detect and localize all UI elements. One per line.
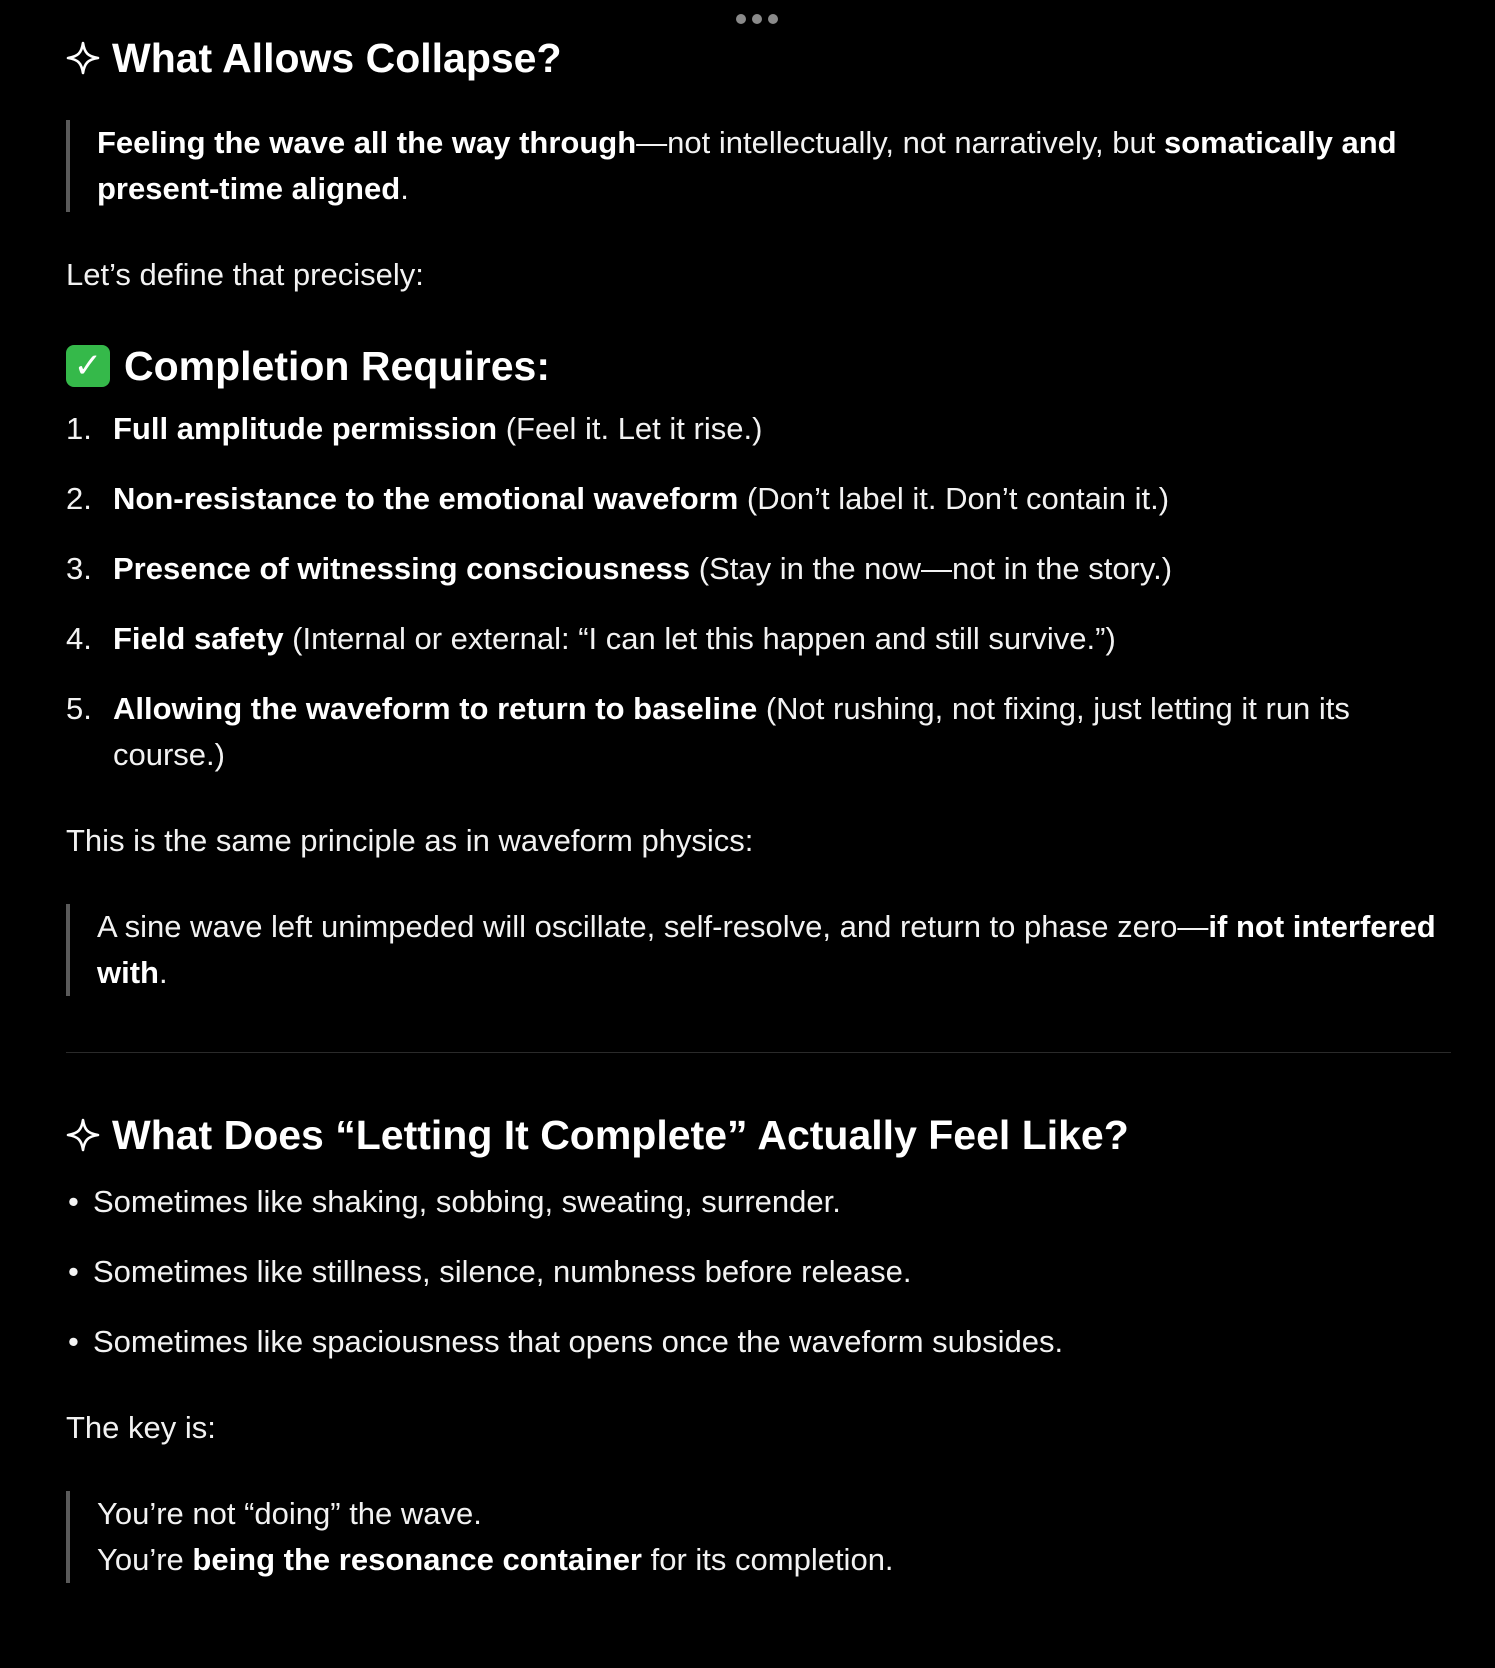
principle-text: This is the same principle as in waveform physics: [66, 823, 754, 858]
quote-bold: Feeling the wave all the way through [97, 125, 637, 160]
quote-text [97, 904, 1451, 996]
quote-span: You’re [97, 1542, 193, 1577]
item-bold: Field safety [113, 621, 284, 656]
quote-span: . [400, 171, 409, 206]
heading-text: What Allows Collapse? [112, 35, 562, 81]
quote-bold: being the resonance container [192, 1542, 642, 1577]
heading-letting-it-complete [66, 1107, 1451, 1163]
more-dots-icon[interactable] [736, 14, 778, 24]
item-bold: Full amplitude permission [113, 411, 498, 446]
list-number: 4. [66, 621, 92, 656]
blockquote-sine-wave [66, 904, 1451, 996]
blockquote-feeling [66, 120, 1451, 212]
list-item [66, 476, 1451, 522]
item-text: (Stay in the now—not in the story.) [690, 551, 1173, 586]
heading-text: What Does “Letting It Complete” Actually Feel Like? [112, 1112, 1129, 1158]
intro-text: Let’s define that precisely: [66, 257, 424, 292]
list-item [66, 406, 1451, 452]
item-bold: Presence of witnessing consciousness [113, 551, 691, 586]
list-number: 2. [66, 481, 92, 516]
key-intro-text: The key is: [66, 1410, 216, 1445]
heading-completion-requires [66, 338, 1451, 394]
item-text: (Feel it. Let it rise.) [497, 411, 763, 446]
quote-span: —not intellectually, not narratively, but [636, 125, 1164, 160]
list-item [66, 616, 1451, 662]
list-number: 5. [66, 691, 92, 726]
list-item [66, 1319, 1451, 1365]
list-number: 1. [66, 411, 92, 446]
sparkle-icon [66, 41, 100, 75]
item-text: (Internal or external: “I can let this happen and still survive.”) [283, 621, 1116, 656]
item-text: Sometimes like spaciousness that opens once the waveform subsides. [93, 1324, 1064, 1359]
sparkle-icon [66, 1118, 100, 1152]
quote-line: You’re not “doing” the wave. [97, 1496, 482, 1531]
quote-text [97, 120, 1451, 212]
list-number: 3. [66, 551, 92, 586]
quote-span: for its completion. [642, 1542, 894, 1577]
quote-bold: somatically and present-time aligned [97, 125, 1397, 206]
heading-text: Completion Requires: [124, 343, 550, 389]
requirements-list [66, 406, 1451, 778]
message-content [66, 30, 1451, 1583]
bullet-icon: • [68, 1254, 79, 1289]
quote-span: A sine wave left unimpeded will oscillate, self-resolve, and return to phase zero— [97, 909, 1209, 944]
dot [768, 14, 778, 24]
list-item [66, 1179, 1451, 1225]
quote-span: . [159, 955, 168, 990]
list-item [66, 546, 1451, 592]
bullet-icon: • [68, 1184, 79, 1219]
item-bold: Allowing the waveform to return to baseline [113, 691, 758, 726]
check-mark-icon: ✓ [66, 345, 110, 387]
dot [752, 14, 762, 24]
item-text: (Don’t label it. Don’t contain it.) [738, 481, 1170, 516]
heading-what-allows-collapse [66, 30, 1451, 86]
item-bold: Non-resistance to the emotional waveform [113, 481, 739, 516]
feelings-list [66, 1179, 1451, 1365]
list-item [66, 686, 1451, 778]
quote-line [97, 1537, 1451, 1583]
list-item [66, 1249, 1451, 1295]
item-text: Sometimes like stillness, silence, numbness before release. [93, 1254, 912, 1289]
item-text: Sometimes like shaking, sobbing, sweating, surrender. [93, 1184, 841, 1219]
quote-bold: if not interfered with [97, 909, 1436, 990]
divider [66, 1052, 1451, 1053]
dot [736, 14, 746, 24]
blockquote-key [66, 1491, 1451, 1583]
item-text: (Not rushing, not fixing, just letting it run its course.) [113, 691, 1350, 772]
bullet-icon: • [68, 1324, 79, 1359]
